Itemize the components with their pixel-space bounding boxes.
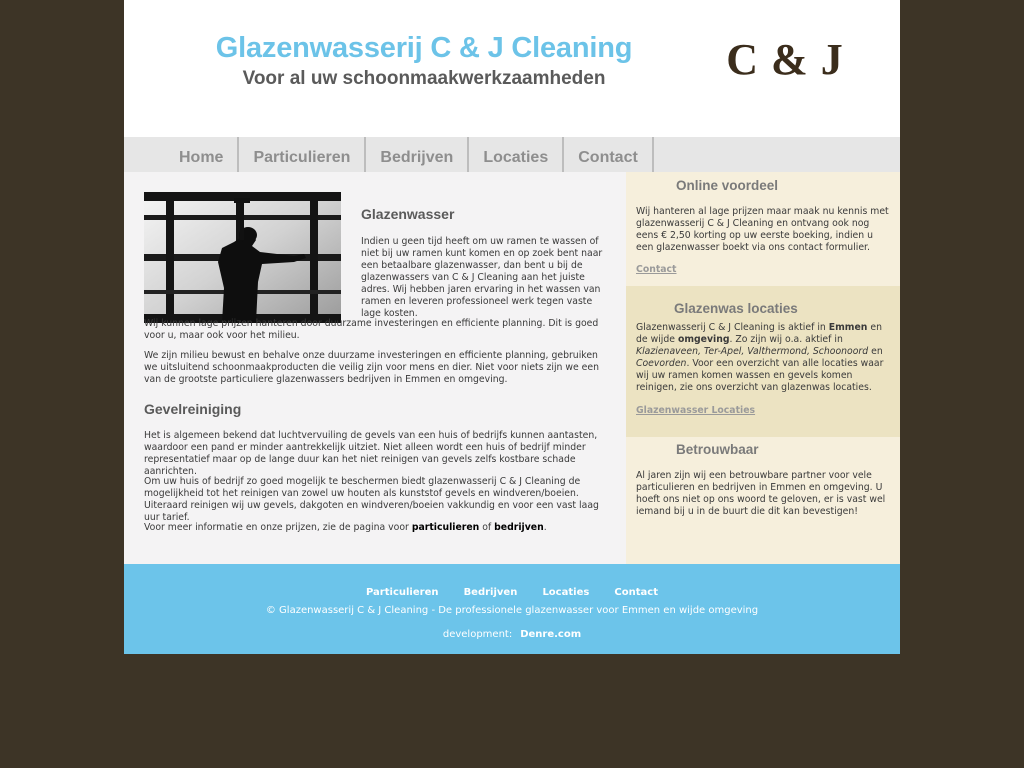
- paragraph-meer-info: [144, 522, 606, 534]
- nav-item-bedrijven: [366, 137, 469, 172]
- sidebar-title-betrouwbaar: Betrouwbaar: [676, 442, 759, 457]
- section-title-gevelreiniging: Gevelreiniging: [144, 401, 242, 417]
- footer: [124, 564, 900, 654]
- nav-link-contact[interactable]: Contact: [578, 149, 638, 166]
- window-cleaner-photo: [144, 192, 341, 323]
- link-bedrijven[interactable]: bedrijven: [494, 522, 544, 533]
- footer-dev-label: development:: [442, 629, 513, 640]
- footer-link-locaties[interactable]: Locaties: [542, 587, 590, 598]
- main-navigation: [124, 137, 900, 172]
- locaties-plaatsen: Klazienaveen, Ter-Apel, Valthermond, Schoonoord: [636, 346, 869, 357]
- link-particulieren[interactable]: particulieren: [411, 522, 480, 533]
- site-tagline: Voor al uw schoonmaakwerkzaamheden: [242, 68, 606, 89]
- locaties-omgeving: omgeving: [677, 334, 730, 345]
- paragraph-luchtvervuiling: Het is algemeen bekend dat luchtvervuiling de gevels van een huis of bedrijfs kunnen aantasten, waardoor een pand er minder aantrekkelijk uitziet. Niet alleen wordt een huis of bedrijf minder representatief maar op de lange duur kan het niet reinigen van gevels zelfs kostbare schade aanrichten.: [144, 430, 598, 477]
- sidebar-text-online-voordeel: Wij hanteren al lage prijzen maar maak nu kennis met glazenwasserij C & J Cleaning en ontvang ook nog eens € 2,50 korting op uw eerste boeking, indien u een glazenwasser boekt via ons contact formulier.: [636, 206, 889, 253]
- sidebar-box-online-voordeel: [626, 172, 900, 286]
- nav-link-locaties[interactable]: Locaties: [483, 149, 549, 166]
- main-content: [124, 172, 626, 564]
- footer-link-bedrijven[interactable]: Bedrijven: [463, 587, 518, 598]
- footer-copyright: © Glazenwasserij C & J Cleaning - De professionele glazenwasser voor Emmen en wijde omgeving: [265, 605, 759, 616]
- window-cleaner-silhouette-image: [144, 192, 341, 323]
- section-title-glazenwasser: Glazenwasser: [361, 206, 455, 222]
- meer-info-text: Voor meer informatie en onze prijzen, zie de pagina voor: [144, 522, 412, 533]
- locaties-text-a: Glazenwasserij C & J Cleaning is aktief in: [636, 322, 829, 333]
- page-container: [124, 0, 900, 654]
- sidebar-text-locaties: [636, 322, 892, 394]
- sidebar-box-locaties: [626, 286, 900, 437]
- nav-item-particulieren: [239, 137, 366, 172]
- nav-item-home: [165, 137, 239, 172]
- sidebar-link-contact[interactable]: Contact: [636, 264, 677, 275]
- paragraph-intro: Indien u geen tijd heeft om uw ramen te wassen of niet bij uw ramen kunt komen en op zoek bent naar een betaalbare glazenwasser, dan bent u bij de glazenwassers van C & J Cleaning aan het juiste adres. Wij hebben jaren ervaring in het wassen van ramen en leveren professioneel werk tegen vaste lage kosten.: [361, 236, 603, 319]
- locaties-emmen: Emmen: [828, 322, 868, 333]
- footer-development: [124, 629, 900, 640]
- sidebar-text-betrouwbaar: Al jaren zijn wij een betrouwbare partner voor vele particulieren en bedrijven in Emmen en omgeving. U hoeft ons niet op ons woord te geloven, er is vast wel iemand bij u in de buurt die dit kan bevestigen!: [636, 470, 886, 517]
- footer-dev-link[interactable]: Denre.com: [520, 629, 582, 640]
- locaties-text-c: en de wijde: [636, 322, 882, 345]
- sidebar-link-glazenwasser-locaties[interactable]: Glazenwasser Locaties: [636, 405, 756, 416]
- nav-item-locaties: [469, 137, 564, 172]
- meer-info-of: of: [479, 522, 495, 533]
- sidebar-title-online-voordeel: Online voordeel: [676, 178, 779, 193]
- footer-link-particulieren[interactable]: Particulieren: [366, 587, 439, 598]
- nav-link-home[interactable]: Home: [179, 149, 224, 166]
- nav-item-contact: [564, 137, 654, 172]
- footer-link-contact[interactable]: Contact: [614, 587, 658, 598]
- locaties-text-g: en: [868, 346, 883, 357]
- locaties-coevorden: Coevorden: [636, 358, 687, 369]
- sidebar: [626, 172, 900, 564]
- paragraph-prijzen: Wij kunnen lage prijzen hanteren door duurzame investeringen en efficiente planning. Dit is goed voor u, maar ook voor het milieu.: [144, 318, 599, 341]
- locaties-text-i: . Voor een overzicht van alle locaties waar wij uw ramen komen wassen en gevels komen reinigen, zie ons overzicht van glazenwas locaties.: [636, 358, 884, 393]
- footer-navigation: [124, 580, 900, 599]
- meer-info-end: .: [543, 522, 547, 533]
- locaties-text-e: . Zo zijn wij o.a. aktief in: [729, 334, 843, 345]
- sidebar-title-locaties: Glazenwas locaties: [674, 301, 798, 316]
- site-title[interactable]: Glazenwasserij C & J Cleaning: [215, 32, 633, 64]
- nav-link-particulieren[interactable]: Particulieren: [253, 149, 351, 166]
- header: [124, 0, 900, 137]
- logo[interactable]: C & J: [726, 35, 844, 84]
- sidebar-box-betrouwbaar: [626, 437, 900, 564]
- paragraph-bescherming: Om uw huis of bedrijf zo goed mogelijk te beschermen biedt glazenwasserij C & J Cleaning de mogelijkheid tot het reinigen van zowel uw houten als kunststof gevels en windveren/boeien. Uiteraard reinigen wij uw gevels, dakgoten en windveren/boeien vakkundig en voor een vast laag uur tarief.: [144, 476, 599, 523]
- paragraph-milieu: We zijn milieu bewust en behalve onze duurzame investeringen en efficiente planning, gebruiken we uitsluitend schoonmaakproducten die veilig zijn voor mens en dier. Niet voor niets zijn we een van de grootste particuliere glazenwassers bedrijven in Emmen en omgeving.: [144, 350, 599, 385]
- nav-link-bedrijven[interactable]: Bedrijven: [380, 149, 454, 166]
